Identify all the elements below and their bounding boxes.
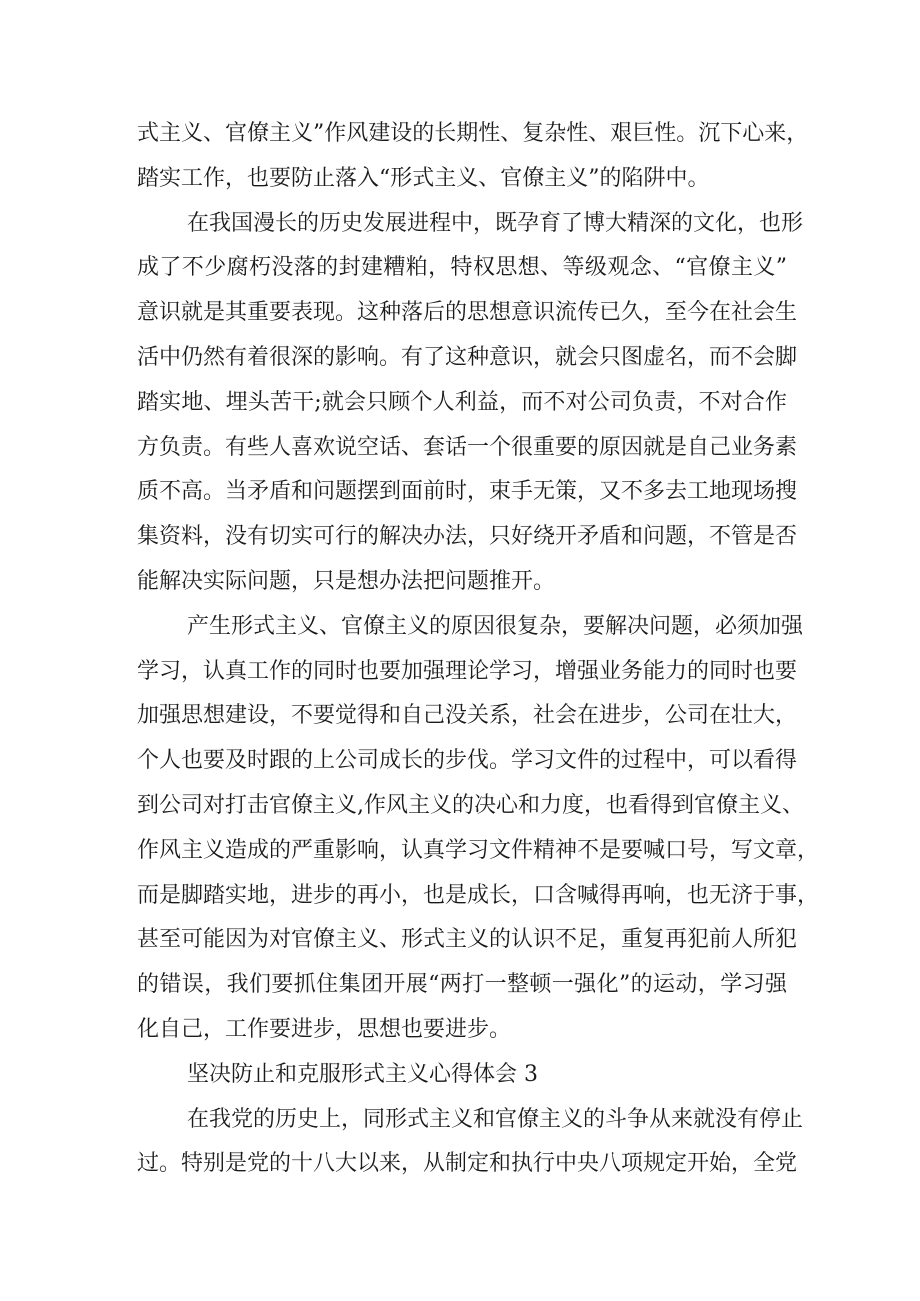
paragraph-4 (137, 1098, 804, 1188)
paragraph-line: 质不高。当矛盾和问题摆到面前时，束手无策，又不多去工地现场搜 (137, 479, 798, 505)
paragraph-3 (137, 605, 820, 1053)
paragraph-line: 而是脚踏实地，进步的再小，也是成长，口含喊得再响，也无济于事， (137, 882, 820, 908)
paragraph-line: 过。特别是党的十八大以来，从制定和执行中央八项规定开始，全党 (137, 1151, 798, 1177)
paragraph-line: 活中仍然有着很深的影响。有了这种意识，就会只图虚名，而不会脚 (137, 344, 798, 370)
paragraph-line: 的错误，我们要抓住集团开展“两打一整顿一强化”的运动，学习强 (137, 972, 787, 998)
paragraph-line: 踏实地、埋头苦干;就会只顾个人利益，而不对公司负责，不对合作 (137, 389, 787, 415)
paragraph-line: 个人也要及时跟的上公司成长的步伐。学习文件的过程中，可以看得 (137, 748, 798, 774)
paragraph-line: 加强思想建设，不要觉得和自己没关系，社会在进步，公司在壮大， (137, 703, 798, 729)
document-body (137, 112, 820, 1187)
paragraph-line: 作风主义造成的严重影响，认真学习文件精神不是要喊口号，写文章， (137, 837, 820, 863)
paragraph-line: 甚至可能因为对官僚主义、形式主义的认识不足，重复再犯前人所犯 (137, 927, 798, 953)
paragraph-line: 在我国漫长的历史发展进程中，既孕育了博大精深的文化，也形 (187, 210, 804, 236)
paragraph-line: 意识就是其重要表现。这种落后的思想意识流传已久，至今在社会生 (137, 300, 798, 326)
section-heading-text: 坚决防止和克服形式主义心得体会 3 (187, 1061, 538, 1087)
paragraph-1 (137, 112, 809, 202)
paragraph-line: 方负责。有些人喜欢说空话、套话一个很重要的原因就是自己业务素 (137, 434, 798, 460)
paragraph-line: 成了不少腐朽没落的封建糟粕，特权思想、等级观念、“官僚主义” (137, 255, 787, 281)
paragraph-line: 集资料，没有切实可行的解决办法，只好绕开矛盾和问题，不管是否 (137, 524, 798, 550)
paragraph-line: 能解决实际问题，只是想办法把问题推开。 (137, 568, 556, 594)
paragraph-line: 学习，认真工作的同时也要加强理论学习，增强业务能力的同时也要 (137, 658, 798, 684)
paragraph-2 (137, 202, 804, 605)
paragraph-line: 到公司对打击官僚主义,作风主义的决心和力度，也看得到官僚主义、 (137, 792, 804, 818)
section-heading (137, 1053, 787, 1098)
paragraph-line: 踏实工作，也要防止落入“形式主义、官僚主义”的陷阱中。 (137, 165, 710, 191)
paragraph-line: 产生形式主义、官僚主义的原因很复杂，要解决问题，必须加强 (187, 613, 804, 639)
paragraph-line: 式主义、官僚主义”作风建设的长期性、复杂性、艰巨性。沉下心来， (137, 121, 809, 146)
paragraph-line: 化自己，工作要进步，思想也要进步。 (137, 1016, 512, 1042)
paragraph-line: 在我党的历史上，同形式主义和官僚主义的斗争从来就没有停止 (187, 1106, 804, 1132)
